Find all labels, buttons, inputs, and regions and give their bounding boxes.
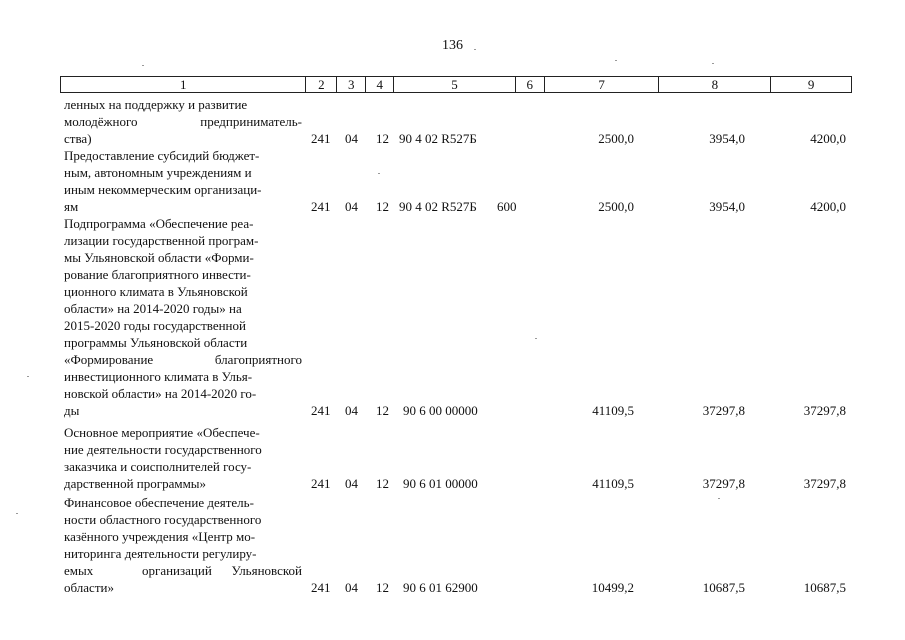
cell-col-7: 2500,0 xyxy=(598,199,634,214)
row-description-word: «Формирование xyxy=(64,352,154,367)
cell-col-3: 04 xyxy=(345,131,358,146)
row-description-line: ности областного государственного xyxy=(64,512,262,527)
row-description-line: ям xyxy=(64,199,79,214)
row-description-line: Финансовое обеспечение деятель- xyxy=(64,495,254,510)
row-description-line: ниторинга деятельности регулиру- xyxy=(64,546,257,561)
page-number: 136 xyxy=(442,38,463,53)
cell-col-6: 600 xyxy=(497,199,517,214)
cell-col-5: 90 4 02 R527Б xyxy=(399,199,477,214)
row-description-line: заказчика и соисполнителей госу- xyxy=(64,459,252,474)
row-description-word: Ульяновской xyxy=(231,563,302,578)
cell-col-5: 90 6 01 00000 xyxy=(403,476,478,491)
cell-col-2: 241 xyxy=(311,476,331,491)
cell-col-3: 04 xyxy=(345,580,358,595)
cell-col-8: 37297,8 xyxy=(702,403,745,418)
cell-col-9: 4200,0 xyxy=(810,131,846,146)
scan-speck xyxy=(615,60,617,61)
cell-col-3: 04 xyxy=(345,476,358,491)
row-description-word: благоприятного xyxy=(214,352,302,367)
scan-speck xyxy=(474,49,476,50)
header-col-5: 5 xyxy=(394,77,516,92)
cell-col-4: 12 xyxy=(376,131,389,146)
cell-col-8: 3954,0 xyxy=(709,199,745,214)
row-description-word: емых xyxy=(64,563,94,578)
row-description-line: мы Ульяновской области «Форми- xyxy=(64,250,254,265)
cell-col-4: 12 xyxy=(376,403,389,418)
header-col-3: 3 xyxy=(337,77,366,92)
cell-col-2: 241 xyxy=(311,403,331,418)
cell-col-5: 90 6 00 00000 xyxy=(403,403,478,418)
cell-col-2: 241 xyxy=(311,131,331,146)
cell-col-8: 3954,0 xyxy=(709,131,745,146)
cell-col-7: 41109,5 xyxy=(592,403,634,418)
scan-speck xyxy=(142,65,144,66)
header-col-2: 2 xyxy=(306,77,337,92)
cell-col-2: 241 xyxy=(311,199,331,214)
row-description-word: молодёжного xyxy=(64,114,138,129)
cell-col-9: 10687,5 xyxy=(803,580,846,595)
row-description-line: Предоставление субсидий бюджет- xyxy=(64,148,260,163)
row-description-word: предприниматель- xyxy=(200,114,302,129)
cell-col-3: 04 xyxy=(345,199,358,214)
cell-col-7: 2500,0 xyxy=(598,131,634,146)
row-description-line: иным некоммерческим организаци- xyxy=(64,182,262,197)
header-col-6: 6 xyxy=(516,77,545,92)
header-col-9: 9 xyxy=(807,77,815,92)
cell-col-2: 241 xyxy=(311,580,331,595)
cell-col-8: 10687,5 xyxy=(702,580,745,595)
row-description-line: ства) xyxy=(64,131,92,146)
cell-col-4: 12 xyxy=(376,476,389,491)
row-description-line: ды xyxy=(64,403,80,418)
row-description-line: ционного климата в Ульяновской xyxy=(64,284,248,299)
row-description-line: дарственной программы» xyxy=(64,476,207,491)
cell-col-7: 10499,2 xyxy=(591,580,634,595)
row-description-line: области» на 2014-2020 годы» на xyxy=(64,301,242,316)
cell-col-3: 04 xyxy=(345,403,358,418)
row-description-line: ние деятельности государственного xyxy=(64,442,262,457)
scan-speck xyxy=(16,513,18,514)
cell-col-4: 12 xyxy=(376,199,389,214)
row-description-line: инвестиционного климата в Улья- xyxy=(64,369,253,384)
header-col-8: 8 xyxy=(659,77,771,92)
header-col-4: 4 xyxy=(366,77,394,92)
header-col-1: 1 xyxy=(61,77,306,92)
scan-speck xyxy=(27,376,29,377)
scan-speck xyxy=(378,173,380,174)
cell-col-8: 37297,8 xyxy=(702,476,745,491)
cell-col-9: 37297,8 xyxy=(803,476,846,491)
scan-speck xyxy=(712,63,714,64)
cell-col-5: 90 4 02 R527Б xyxy=(399,131,477,146)
row-description-line: новской области» на 2014-2020 го- xyxy=(64,386,257,401)
row-description-line: лизации государственной програм- xyxy=(64,233,259,248)
row-description-line: рование благоприятного инвести- xyxy=(64,267,251,282)
row-description-line: 2015-2020 годы государственной xyxy=(64,318,246,333)
row-description-line: области» xyxy=(64,580,114,595)
row-description-word: организаций xyxy=(142,563,212,578)
row-description-line: программы Ульяновской области xyxy=(64,335,248,350)
cell-col-5: 90 6 01 62900 xyxy=(403,580,478,595)
row-description-line xyxy=(64,562,302,579)
header-col-7: 7 xyxy=(545,77,660,92)
scan-speck xyxy=(718,498,720,499)
cell-col-7: 41109,5 xyxy=(592,476,634,491)
scan-speck xyxy=(535,338,537,339)
row-description-line xyxy=(64,351,302,368)
row-description-line: Подпрограмма «Обеспечение реа- xyxy=(64,216,254,231)
row-description-line: казённого учреждения «Центр мо- xyxy=(64,529,256,544)
cell-col-4: 12 xyxy=(376,580,389,595)
table-header-row xyxy=(60,76,852,93)
cell-col-9: 37297,8 xyxy=(803,403,846,418)
row-description-line: Основное мероприятие «Обеспече- xyxy=(64,425,260,440)
row-description-line xyxy=(64,113,302,130)
row-description-line: ленных на поддержку и развитие xyxy=(64,97,248,112)
cell-col-9: 4200,0 xyxy=(810,199,846,214)
row-description-line: ным, автономным учреждениям и xyxy=(64,165,252,180)
